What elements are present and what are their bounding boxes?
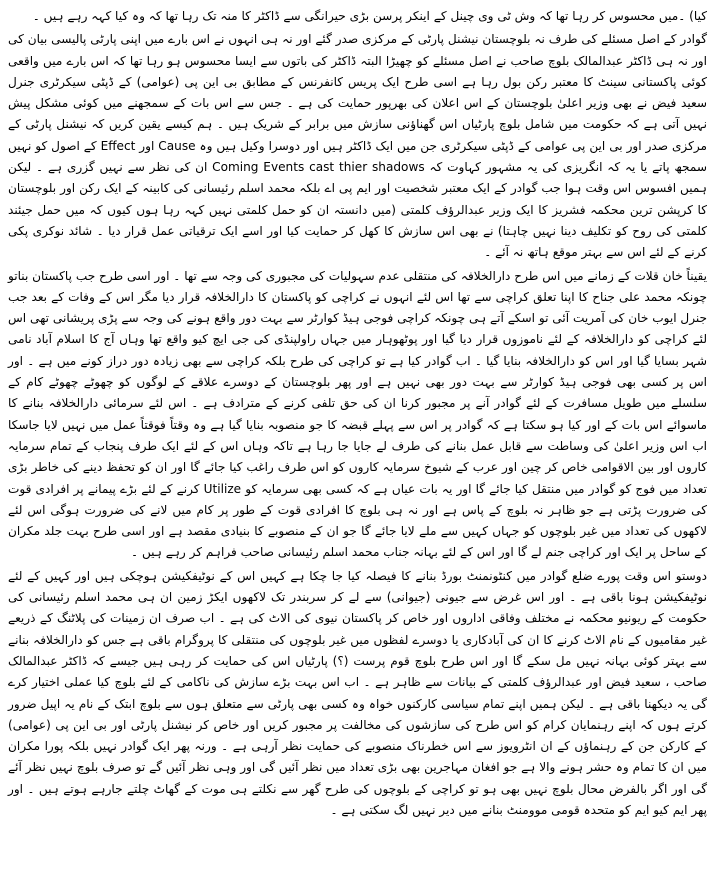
paragraph-3: یقیناً خان قلات کے زمانے میں اس طرح دارالخلافہ کی منتقلی عدم سہولیات کی مجبوری کی وجہ سے تھا ۔ اور اسی طرح جب پاکستان بناتو چونکہ محمد علی جناح کا اپنا تعلق کراچی سے تھا اس لئے انہوں نے کراچی کو پاکستان کا دارالخلافہ قرار دیا مگر اس کے وفات کے بعد جب جنرل ایوب خان کی آمریت آئی تو اسکے آتے ہی چونکہ کراچی فوجی ہیڈ کوارٹر سے بہت دور واقع ہونے کی وجہ سے پڑی پریشانی تھی اس لئے کراچی کو دارالخلافہ کے لئے ناموزوں قرار دیا گیا اور پوٹھوہار میں جہاں راولپنڈی کی جی ایچ کیو واقع تھا وہاں آج کا اسلام آباد نامی شہر بسایا گیا اور اس کو دارالخلافہ بنایا گیا ۔ اب گوادر کیا ہے تو کراچی کی طرح بلکہ کراچی سے بھی زیادہ دور دراز کونے میں ہے ۔ اور اس پر کسی بھی فوجی ہیڈ کوارٹر سے بہت دور بھی نہیں ہے اور پھر بلوچستان کے دوسرے علاقے کے لوگوں کو چھوٹے چھوٹے کام کے سلسلے میں طویل مسافرت کے لئے گوادر آنے پر مجبور کرنا ان کی حق تلفی کرنے کے مترادف ہے ۔ اس لئے سرمائی دارالخلافہ بنانے کا ماسوائے اس بات کے اور کیا ہو سکتا ہے کہ گوادر پر اس سے پہلے قبضہ کا جو منصوبہ بنایا گیا ہے وہ وقتاً فوقتاً عمل میں نہیں لایا جاسکا اب اس وزیر اعلیٰ کی وساطت سے قابل عمل بنانے کی طرف لے جایا جا رہا ہے تاکہ وہاں اس کے لئے ایک طرف پنجاب کے تمام سرمایہ کاروں اور بین الاقوامی خاص کر چین اور عرب کے شیوخ سرمایہ کاروں کو اس طرف راغب کیا جائے گا اور ان کو تحفظ دینے کی خاطر بڑی تعداد میں فوج کو گوادر میں منتقل کیا جائے گا اور یہ بات عیاں ہے کہ کسی بھی سرمایہ کو Utilize کرنے کے لئے بڑے پیمانے پر افرادی قوت کی ضرورت پڑتی ہے جو ظاہر نہ بلوچ کے پاس ہے اور نہ ہی بلوچ کا افرادی قوت کے طور پر کام میں لانے کی ضرورت ہوگی اس لئے لاکھوں کی تعداد میں غیر بلوچوں کو جہاں کہیں سے ملے لایا جائے گا جو ان کے منصوبے کا بنیادی مقصد ہے اور اسی طرح بہت جلد مکران کے ساحل پر ایک اور کراچی جنم لے گا اور اس کے لئے بہانہ جناب محمد اسلم رئیسانی صاحب فراہم کر رہے ہیں ۔ [8, 268, 707, 560]
paragraph-2: گوادر کے اصل مسئلے کی طرف نہ بلوچستان نیشنل پارٹی کے مرکزی صدر گئے اور نہ ہی انہوں نے اس بارے میں اپنی پارٹی پالیسی بیان کی اور نہ ہی ڈاکٹر عبدالمالک بلوچ صاحب نے اصل مسئلے کو چھیڑا البتہ ڈاکٹر کی باتوں سے ایسا محسوس ہو رہا تھا کہ اس بارے میں واقعی کوئی پاکستانی سینٹ کا معتبر رکن بول رہا ہے اسی طرح ایک پریس کانفرنس کے مطابق بی این پی (عوامی) کے ڈپٹی سیکرٹری جنرل سعید فیض نے بھی وزیر اعلیٰ بلوچستان کے اس اعلان کی بھرپور حمایت کی ہے ۔ جس سے اس بات کے سمجھنے میں کوئی مشکل پیش نہیں آتی ہے کہ حکومت میں شامل بلوچ پارٹیاں اس گھناؤنی سازش میں برابر کے شریک ہیں ۔ ہم کیسے یقین کریں کہ نیشنل پارٹی کے مرکزی صدر اور بی این پی عوامی کے ڈپٹی سیکرٹری جن میں ایک ڈاکٹر ہیں اور دوسرا وکیل ہیں وہ Cause اور Effect کے اصول کو نہیں سمجھ پاتے یا یہ کہ انگریزی کی یہ مشہور کہاوت کہ Coming Events cast thier shadows ان کی نظر سے نہیں گزری ہے ۔ لیکن ہمیں افسوس اس وقت ہوا جب گوادر کے ایک معتبر شخصیت اور ایم پی اے بلکہ محمد اسلم رئیسانی کی کابینہ کے ایک رکن اور بلوچستان کا کرپشن ترین محکمہ فشریز کا ایک وزیر عبدالرؤف کلمتی (میں دانستہ ان کو حمل کلمتی نہیں کہہ رہا ہوں کیوں کہ میں حمل جیئند کلمتی کی روح کو تکلیف دینا نہیں چاہتا) نے بھی اس سازش کا کھل کر حمایت کیا اور اسے ایک ترقیاتی عمل قرار دیا ۔ شائد نوکری پکی کرنے کے لئے اس سے بہتر موقع ہاتھ نہ آئے ۔ [8, 32, 708, 260]
paragraph-4: دوستو اس وقت پورے ضلع گوادر میں کنٹونمنٹ بورڈ بنانے کا فیصلہ کیا جا چکا ہے کہیں اس کے نوٹیفکیشن ہوچکی ہیں اور کہیں کے لئے نوٹیفکیشن ہونا باقی ہے ۔ اور اس غرض سے جیونی (جیوانی) سے لے کر سربندر تک لاکھوں ایکڑ زمین ان ہی محمد اسلم رئیسانی کی حکومت کے ریونیو محکمہ نے مختلف وفاقی اداروں اور خاص کر پاکستان نیوی کی الاٹ کی ہے ۔ اب صرف ان زمینات کی پلاٹنگ کے ذریعے غیر مقامیوں کے نام الاٹ کرنے کا ان کی آبادکاری یا دوسرے لفظوں میں غیر بلوچوں کی منتقلی کا پروگرام باقی ہے جس کو دارالخلافہ بنانے سے بہتر کوئی بہانہ نہیں مل سکے گا اور اس طرح بلوچ قوم پرست (؟) پارٹیاں اس کی حمایت کر رہی ہیں جیسے کہ ڈاکٹر عبدالمالک صاحب ، سعید فیض اور عبدالرؤف کلمتی کے بیانات سے ظاہر ہے ۔ اب اس بہت بڑے سازش کی ناکامی کے لئے بلوچ کیا عملی اختیار کرے گی یہ دیکھنا باقی ہے ۔ لیکن ہمیں اپنے تمام سیاسی کارکنوں خواہ وہ کسی بھی پارٹی سے متعلق ہوں سے بلوچ ابتک کے نام یہ اپیل ضرور کرتے ہوں کہ اپنے رہنمایان کرام کو اس طرح کی سازشوں کی مخالفت پر مجبور کریں اور خاص کر نیشنل پارٹی اور بی این پی (عوامی) کے کارکن جن کے رہنماؤں کے ان انٹرویوز سے اس خطرناک منصوبے کی حمایت نظر آرہی ہے ۔ ورنہ پھر ایک گوادر نہیں بلکہ پورا مکران میں ان کا تمام وہ حشر ہونے والا ہے جو افغان مہاجرین بھی بڑی تعداد میں نظر آئیں گی اور وہی نظر آئیں گے تو صرف بلوچ نہیں نظر آئے گی اور اگر بالفرض محال بلوچ نہیں بھی ہو تو کراچی کے بلوچوں کی طرح گھر سے نکلتے ہی موت کے گھاٹ چلتے جارہے ہوتے ہیں ۔ اور پھر ایم کیو ایم کو متحدہ قومی موومنٹ بنانے میں دیر نہیں لگ سکتی ہے ۔ [8, 568, 707, 817]
paragraph-1: کیا) ۔میں محسوس کر رہا تھا کہ وش ٹی وی چینل کے اینکر پرسن بڑی حیرانگی سے ڈاکٹر کا منہ تک رہا تھا کہ وہ کیا کہہ رہے ہیں ۔ [32, 9, 707, 23]
